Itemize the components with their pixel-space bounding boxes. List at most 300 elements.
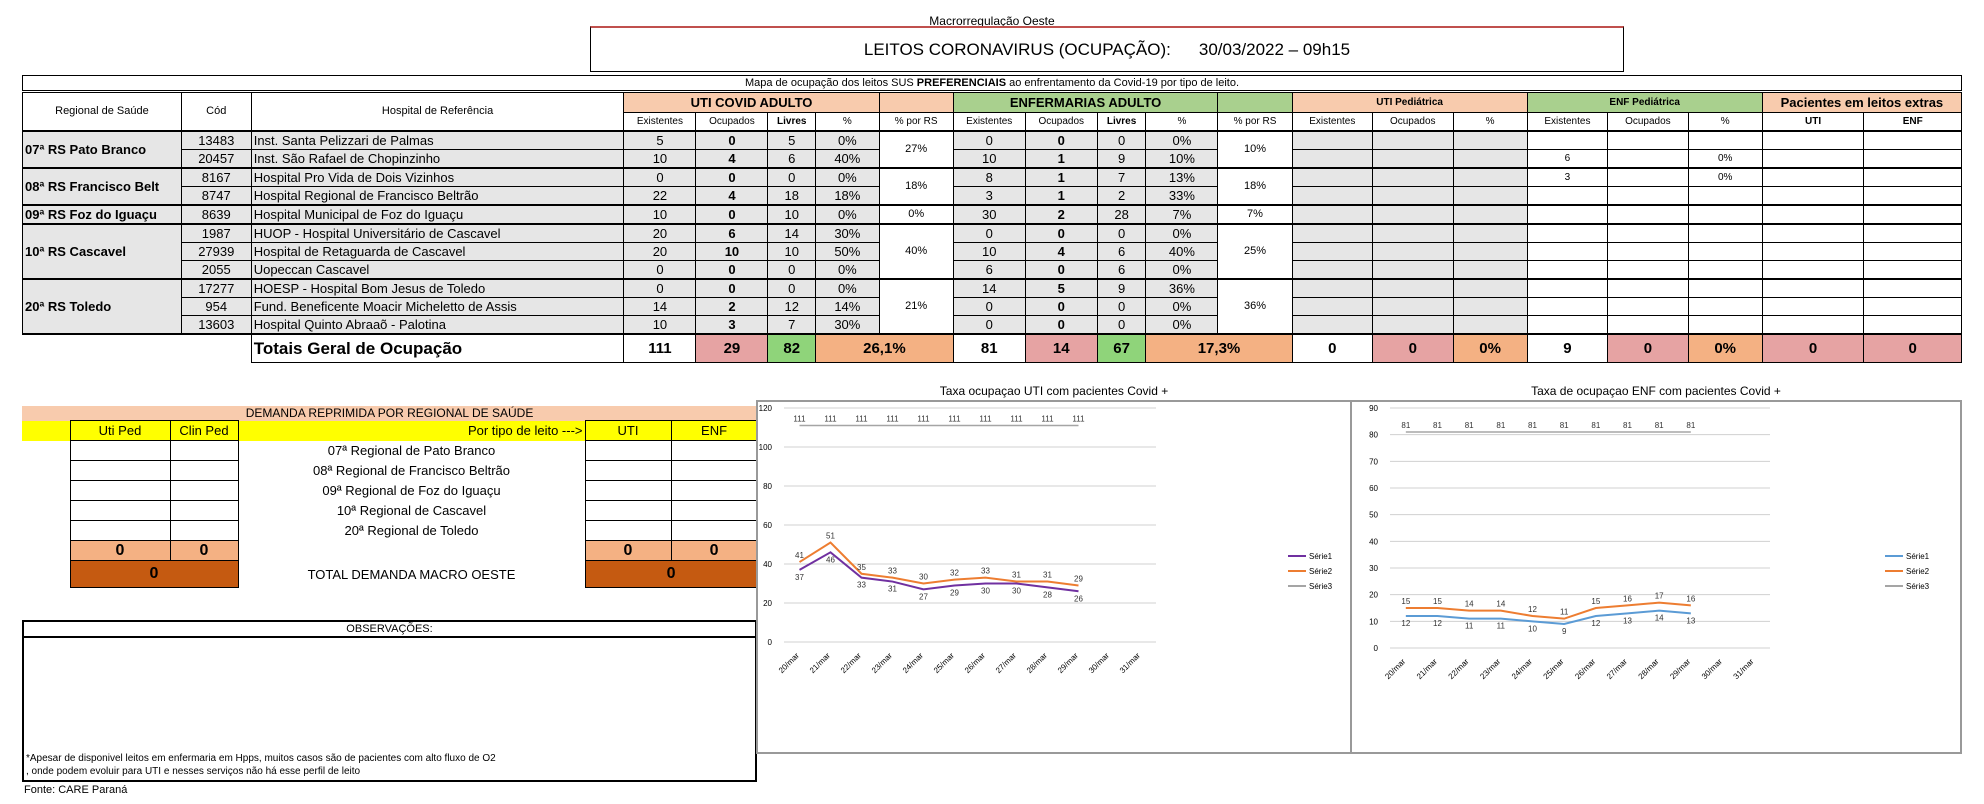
enf-livres: 28 bbox=[1097, 205, 1146, 224]
enf-pct: 40% bbox=[1146, 243, 1218, 261]
uti-ocupados: 0 bbox=[696, 261, 768, 280]
enf-pct: 0% bbox=[1146, 261, 1218, 280]
utiped-pct bbox=[1453, 224, 1527, 243]
enf-ocupados: 2 bbox=[1025, 205, 1097, 224]
data-label: 15 bbox=[1433, 597, 1442, 606]
demand-row bbox=[22, 461, 757, 481]
data-label: 15 bbox=[1591, 597, 1601, 606]
utiped-pct bbox=[1453, 187, 1527, 206]
sub-livres: Livres bbox=[768, 113, 816, 132]
extras-enf bbox=[1864, 150, 1962, 169]
data-label: 111 bbox=[824, 414, 837, 424]
enf-existentes: 0 bbox=[953, 224, 1025, 243]
enf-existentes: 0 bbox=[953, 131, 1025, 150]
data-label: 27 bbox=[919, 592, 928, 602]
observations-box bbox=[22, 620, 757, 782]
sub-ocupados: Ocupados bbox=[1025, 113, 1097, 132]
legend-entry: Série1 bbox=[1309, 552, 1333, 561]
enfped-pct bbox=[1688, 131, 1762, 150]
table-row bbox=[23, 205, 1962, 224]
data-label: 81 bbox=[1433, 421, 1442, 430]
region-name: 07ª RS Pato Branco bbox=[23, 131, 182, 168]
enf-livres: 0 bbox=[1097, 298, 1146, 316]
demand-row bbox=[22, 481, 757, 501]
table-row bbox=[23, 298, 1962, 316]
utiped-ocupados bbox=[1373, 205, 1453, 224]
total-demand-left: 0 bbox=[70, 561, 238, 588]
col-clinped: Clin Ped bbox=[170, 421, 238, 441]
enf-chart bbox=[1350, 384, 1962, 754]
group-uti-ped: UTI Pediátrica bbox=[1292, 93, 1527, 113]
sub-livres: Livres bbox=[1097, 113, 1146, 132]
hospital-cell: Inst. São Rafael de Chopinzinho bbox=[251, 150, 624, 169]
extras-enf bbox=[1864, 243, 1962, 261]
hospital-cell: Inst. Santa Pelizzari de Palmas bbox=[251, 131, 624, 150]
enf-pct: 0% bbox=[1146, 131, 1218, 150]
data-label: 111 bbox=[1041, 414, 1054, 424]
macro-region-label: Macrorregulação Oeste bbox=[929, 14, 1055, 28]
enf-ocupados: 1 bbox=[1025, 150, 1097, 169]
hospital-cell: Uopeccan Cascavel bbox=[251, 261, 624, 280]
uti-existentes: 10 bbox=[624, 205, 696, 224]
y-tick-label: 120 bbox=[758, 404, 772, 413]
enfped-existentes bbox=[1527, 243, 1607, 261]
demand-region: 08ª Regional de Francisco Beltrão bbox=[312, 463, 511, 478]
enfped-pct bbox=[1688, 187, 1762, 206]
data-label: 111 bbox=[979, 414, 992, 424]
enf-existentes: 30 bbox=[953, 205, 1025, 224]
col-hospital: Hospital de Referência bbox=[251, 93, 624, 132]
data-label: 33 bbox=[888, 566, 897, 576]
page-title bbox=[590, 26, 1624, 72]
x-tick-label: 26/mar bbox=[1573, 657, 1598, 682]
data-label: 46 bbox=[826, 555, 835, 565]
extras-enf bbox=[1864, 279, 1962, 298]
uti-livres: 10 bbox=[768, 205, 816, 224]
hospital-cell: Hospital Municipal de Foz do Iguaçu bbox=[251, 205, 624, 224]
hospital-cell: Hospital Quinto Abraaõ - Palotina bbox=[251, 316, 624, 335]
total-extras-enf: 0 bbox=[1864, 334, 1962, 363]
enf-livres: 6 bbox=[1097, 243, 1146, 261]
x-tick-label: 27/mar bbox=[1604, 657, 1629, 682]
uti-pct: 30% bbox=[816, 316, 880, 335]
sub-pct: % bbox=[1688, 113, 1762, 132]
uti-ocupados: 0 bbox=[696, 168, 768, 187]
col-enf: ENF bbox=[671, 421, 757, 441]
enfped-ocupados bbox=[1608, 224, 1688, 243]
utiped-pct bbox=[1453, 168, 1527, 187]
data-label: 14 bbox=[1464, 599, 1474, 609]
enf-pct: 33% bbox=[1146, 187, 1218, 206]
cod-cell: 13483 bbox=[181, 131, 251, 150]
data-label: 13 bbox=[1623, 616, 1632, 626]
uti-ocupados: 4 bbox=[696, 150, 768, 169]
utiped-pct bbox=[1453, 243, 1527, 261]
table-row bbox=[23, 279, 1962, 298]
data-label: 30 bbox=[1012, 586, 1021, 596]
uti-existentes: 22 bbox=[624, 187, 696, 206]
enfped-pct bbox=[1688, 316, 1762, 335]
table-row bbox=[23, 224, 1962, 243]
cod-cell: 8639 bbox=[181, 205, 251, 224]
utiped-existentes bbox=[1292, 150, 1372, 169]
uti-existentes: 0 bbox=[624, 168, 696, 187]
x-tick-label: 24/mar bbox=[1509, 657, 1534, 682]
demand-sum-row bbox=[22, 541, 757, 561]
utiped-existentes bbox=[1292, 279, 1372, 298]
sum-clinped: 0 bbox=[170, 541, 238, 561]
hospital-cell: Hospital Regional de Francisco Beltrão bbox=[251, 187, 624, 206]
enf-livres: 0 bbox=[1097, 316, 1146, 335]
data-label: 111 bbox=[948, 414, 961, 424]
enf-livres: 0 bbox=[1097, 131, 1146, 150]
y-tick-label: 70 bbox=[1369, 457, 1378, 467]
legend-entry: Série1 bbox=[1906, 552, 1930, 561]
region-name: 08ª RS Francisco Belt bbox=[23, 168, 182, 205]
data-label: 15 bbox=[1401, 597, 1411, 606]
enfped-ocupados bbox=[1608, 168, 1688, 187]
demand-row bbox=[22, 501, 757, 521]
group-uti-covid: UTI COVID ADULTO bbox=[624, 93, 879, 113]
data-label: 37 bbox=[795, 572, 804, 582]
sub-ocupados: Ocupados bbox=[1373, 113, 1453, 132]
extras-uti bbox=[1762, 316, 1864, 335]
enf-existentes: 3 bbox=[953, 187, 1025, 206]
y-tick-label: 0 bbox=[767, 638, 772, 647]
data-label: 111 bbox=[855, 414, 868, 424]
data-label: 32 bbox=[950, 568, 959, 578]
y-tick-label: 90 bbox=[1369, 404, 1378, 413]
y-tick-label: 50 bbox=[1369, 510, 1378, 520]
extras-enf bbox=[1864, 187, 1962, 206]
total-enfped-pct: 0% bbox=[1688, 334, 1762, 363]
cod-cell: 17277 bbox=[181, 279, 251, 298]
uti-ocupados: 6 bbox=[696, 224, 768, 243]
extras-enf bbox=[1864, 205, 1962, 224]
enfped-ocupados bbox=[1608, 279, 1688, 298]
data-label: 12 bbox=[1433, 619, 1442, 628]
x-tick-label: 27/mar bbox=[993, 651, 1018, 676]
data-label: 111 bbox=[1072, 414, 1085, 424]
cod-cell: 13603 bbox=[181, 316, 251, 335]
uti-livres: 6 bbox=[768, 150, 816, 169]
enf-pct-rs: 25% bbox=[1218, 224, 1292, 279]
enfped-pct: 0% bbox=[1688, 150, 1762, 169]
enf-ocupados: 0 bbox=[1025, 316, 1097, 335]
x-tick-label: 23/mar bbox=[869, 651, 894, 676]
col-uti: UTI bbox=[585, 421, 671, 441]
extras-enf bbox=[1864, 261, 1962, 280]
cod-cell: 8747 bbox=[181, 187, 251, 206]
enfped-ocupados bbox=[1608, 298, 1688, 316]
hospital-cell: HOESP - Hospital Bom Jesus de Toledo bbox=[251, 279, 624, 298]
sub-existentes: Existentes bbox=[953, 113, 1025, 132]
x-tick-label: 20/mar bbox=[776, 651, 801, 676]
uti-pct-rs: 40% bbox=[879, 224, 953, 279]
enfped-pct bbox=[1688, 205, 1762, 224]
enfped-ocupados bbox=[1608, 205, 1688, 224]
extras-uti bbox=[1762, 224, 1864, 243]
enfped-existentes bbox=[1527, 316, 1607, 335]
extras-uti bbox=[1762, 298, 1864, 316]
enf-ocupados: 0 bbox=[1025, 261, 1097, 280]
data-label: 14 bbox=[1496, 599, 1506, 609]
uti-livres: 14 bbox=[768, 224, 816, 243]
enfped-ocupados bbox=[1608, 187, 1688, 206]
enf-existentes: 6 bbox=[953, 261, 1025, 280]
extras-enf bbox=[1864, 298, 1962, 316]
sum-utiped: 0 bbox=[70, 541, 170, 561]
data-label: 51 bbox=[826, 531, 835, 541]
utiped-existentes bbox=[1292, 261, 1372, 280]
sub-enf: ENF bbox=[1864, 113, 1962, 132]
data-label: 30 bbox=[919, 572, 928, 582]
sub-ocupados: Ocupados bbox=[696, 113, 768, 132]
total-enf-ocupados: 14 bbox=[1025, 334, 1097, 363]
uti-ocupados: 4 bbox=[696, 187, 768, 206]
x-tick-label: 28/mar bbox=[1636, 657, 1661, 682]
sub-pct: % bbox=[1453, 113, 1527, 132]
enfped-existentes bbox=[1527, 131, 1607, 150]
sum-enf: 0 bbox=[671, 541, 757, 561]
enfped-pct bbox=[1688, 224, 1762, 243]
table-row bbox=[23, 243, 1962, 261]
uti-chart-title: Taxa ocupaçao UTI com pacientes Covid + bbox=[939, 384, 1169, 398]
uti-pct-rs: 18% bbox=[879, 168, 953, 205]
uti-existentes: 0 bbox=[624, 279, 696, 298]
legend-entry: Série2 bbox=[1906, 567, 1930, 576]
col-regional: Regional de Saúde bbox=[23, 93, 182, 132]
enf-pct: 0% bbox=[1146, 298, 1218, 316]
x-tick-label: 31/mar bbox=[1117, 651, 1142, 676]
utiped-ocupados bbox=[1373, 131, 1453, 150]
enf-livres: 2 bbox=[1097, 187, 1146, 206]
uti-ocupados: 2 bbox=[696, 298, 768, 316]
data-label: 31 bbox=[888, 584, 897, 594]
utiped-ocupados bbox=[1373, 150, 1453, 169]
extras-uti bbox=[1762, 243, 1864, 261]
enf-livres: 9 bbox=[1097, 150, 1146, 169]
enf-existentes: 10 bbox=[953, 150, 1025, 169]
utiped-existentes bbox=[1292, 298, 1372, 316]
cod-cell: 954 bbox=[181, 298, 251, 316]
data-label: 35 bbox=[857, 562, 866, 572]
sub-pct-rs: % por RS bbox=[879, 113, 953, 132]
sub-existentes: Existentes bbox=[1292, 113, 1372, 132]
utiped-existentes bbox=[1292, 205, 1372, 224]
note-line-1: *Apesar de disponivel leitos em enfermaria em Hpps, muitos casos são de pacientes com alto fluxo de O2 bbox=[26, 753, 496, 764]
utiped-pct bbox=[1453, 150, 1527, 169]
utiped-ocupados bbox=[1373, 261, 1453, 280]
x-tick-label: 21/mar bbox=[1414, 657, 1439, 682]
uti-livres: 7 bbox=[768, 316, 816, 335]
region-name: 10ª RS Cascavel bbox=[23, 224, 182, 279]
demand-region: 07ª Regional de Pato Branco bbox=[327, 443, 496, 458]
demand-title: DEMANDA REPRIMIDA POR REGIONAL DE SAÚDE bbox=[22, 406, 757, 421]
uti-ocupados: 3 bbox=[696, 316, 768, 335]
data-label: 11 bbox=[1465, 621, 1474, 631]
legend-entry: Série2 bbox=[1309, 567, 1333, 576]
group-enf-ped: ENF Pediátrica bbox=[1527, 93, 1762, 113]
total-enf-pct: 17,3% bbox=[1146, 334, 1292, 363]
total-enfped-existentes: 9 bbox=[1527, 334, 1607, 363]
demand-region: 20ª Regional de Toledo bbox=[344, 523, 479, 538]
enf-ocupados: 5 bbox=[1025, 279, 1097, 298]
enfped-existentes bbox=[1527, 187, 1607, 206]
enf-chart-svg bbox=[1350, 384, 1962, 754]
hospital-cell: HUOP - Hospital Universitário de Cascavel bbox=[251, 224, 624, 243]
y-tick-label: 40 bbox=[763, 560, 772, 569]
uti-livres: 0 bbox=[768, 168, 816, 187]
utiped-ocupados bbox=[1373, 316, 1453, 335]
utiped-existentes bbox=[1292, 131, 1372, 150]
enf-ocupados: 0 bbox=[1025, 298, 1097, 316]
group-enfermarias: ENFERMARIAS ADULTO bbox=[953, 93, 1218, 113]
data-label: 12 bbox=[1591, 619, 1601, 628]
utiped-existentes bbox=[1292, 224, 1372, 243]
total-extras-uti: 0 bbox=[1762, 334, 1864, 363]
y-tick-label: 20 bbox=[763, 599, 772, 608]
data-label: 17 bbox=[1654, 591, 1664, 601]
extras-enf bbox=[1864, 168, 1962, 187]
uti-existentes: 14 bbox=[624, 298, 696, 316]
y-tick-label: 80 bbox=[1369, 430, 1378, 440]
data-label: 13 bbox=[1686, 616, 1696, 626]
enf-pct: 0% bbox=[1146, 316, 1218, 335]
extras-uti bbox=[1762, 150, 1864, 169]
uti-ocupados: 0 bbox=[696, 205, 768, 224]
uti-existentes: 10 bbox=[624, 150, 696, 169]
uti-pct: 40% bbox=[816, 150, 880, 169]
enf-pct: 13% bbox=[1146, 168, 1218, 187]
x-tick-label: 24/mar bbox=[900, 651, 925, 676]
uti-pct: 14% bbox=[816, 298, 880, 316]
extras-enf bbox=[1864, 316, 1962, 335]
uti-existentes: 0 bbox=[624, 261, 696, 280]
hospital-cell: Fund. Beneficente Moacir Micheletto de Assis bbox=[251, 298, 624, 316]
x-tick-label: 30/mar bbox=[1699, 657, 1724, 682]
cod-cell: 27939 bbox=[181, 243, 251, 261]
x-tick-label: 22/mar bbox=[838, 651, 863, 676]
table-row bbox=[23, 316, 1962, 335]
enfped-existentes bbox=[1527, 298, 1607, 316]
cod-cell: 8167 bbox=[181, 168, 251, 187]
utiped-existentes bbox=[1292, 168, 1372, 187]
utiped-ocupados bbox=[1373, 279, 1453, 298]
enf-ocupados: 0 bbox=[1025, 131, 1097, 150]
enf-pct: 0% bbox=[1146, 224, 1218, 243]
subtitle bbox=[22, 75, 1962, 91]
enfped-ocupados bbox=[1608, 316, 1688, 335]
data-label: 29 bbox=[950, 588, 959, 598]
data-label: 111 bbox=[1010, 414, 1023, 424]
data-label: 81 bbox=[1623, 421, 1632, 430]
enfped-pct bbox=[1688, 243, 1762, 261]
total-uti-existentes: 111 bbox=[624, 334, 696, 363]
utiped-pct bbox=[1453, 261, 1527, 280]
hospital-cell: Hospital Pro Vida de Dois Vizinhos bbox=[251, 168, 624, 187]
uti-livres: 5 bbox=[768, 131, 816, 150]
enf-livres: 0 bbox=[1097, 224, 1146, 243]
occupancy-table bbox=[22, 92, 1962, 363]
uti-chart bbox=[756, 384, 1352, 754]
enf-pct-rs: 18% bbox=[1218, 168, 1292, 205]
total-utiped-pct: 0% bbox=[1453, 334, 1527, 363]
data-label: 9 bbox=[1561, 627, 1567, 636]
uti-existentes: 10 bbox=[624, 316, 696, 335]
data-label: 29 bbox=[1074, 574, 1083, 584]
observations-title: OBSERVAÇÕES: bbox=[24, 622, 755, 638]
table-row bbox=[23, 261, 1962, 280]
total-utiped-ocupados: 0 bbox=[1373, 334, 1453, 363]
hospital-cell: Hospital de Retaguarda de Cascavel bbox=[251, 243, 624, 261]
subtitle-post: ao enfrentamento da Covid-19 por tipo de leito. bbox=[1006, 77, 1240, 89]
demand-table bbox=[22, 406, 758, 588]
data-label: 10 bbox=[1528, 624, 1537, 634]
utiped-pct bbox=[1453, 316, 1527, 335]
enfped-existentes bbox=[1527, 224, 1607, 243]
sub-uti: UTI bbox=[1762, 113, 1864, 132]
table-row bbox=[23, 187, 1962, 206]
enfped-ocupados bbox=[1608, 243, 1688, 261]
y-tick-label: 10 bbox=[1369, 617, 1378, 627]
data-label: 14 bbox=[1654, 613, 1664, 623]
y-tick-label: 60 bbox=[1369, 484, 1378, 493]
x-tick-label: 26/mar bbox=[962, 651, 987, 676]
source-label: Fonte: CARE Paraná bbox=[24, 784, 128, 796]
total-utiped-existentes: 0 bbox=[1292, 334, 1372, 363]
demand-row bbox=[22, 521, 757, 541]
total-uti-ocupados: 29 bbox=[696, 334, 768, 363]
data-label: 81 bbox=[1496, 421, 1506, 430]
series-line-1 bbox=[800, 552, 1079, 591]
utiped-pct bbox=[1453, 131, 1527, 150]
uti-ocupados: 0 bbox=[696, 279, 768, 298]
extras-enf bbox=[1864, 224, 1962, 243]
y-tick-label: 80 bbox=[763, 482, 772, 491]
sub-existentes: Existentes bbox=[1527, 113, 1607, 132]
enf-ocupados: 4 bbox=[1025, 243, 1097, 261]
x-tick-label: 29/mar bbox=[1668, 657, 1693, 682]
enf-existentes: 14 bbox=[953, 279, 1025, 298]
x-tick-label: 29/mar bbox=[1055, 651, 1080, 676]
uti-livres: 0 bbox=[768, 261, 816, 280]
x-tick-label: 22/mar bbox=[1446, 657, 1471, 682]
data-label: 81 bbox=[1686, 421, 1696, 430]
data-label: 31 bbox=[1043, 570, 1052, 580]
sum-uti: 0 bbox=[585, 541, 671, 561]
utiped-existentes bbox=[1292, 316, 1372, 335]
utiped-pct bbox=[1453, 279, 1527, 298]
enf-pct: 10% bbox=[1146, 150, 1218, 169]
title-datetime: 30/03/2022 – 09h15 bbox=[1198, 39, 1351, 59]
observations-note bbox=[26, 752, 496, 778]
enfped-ocupados bbox=[1608, 150, 1688, 169]
uti-livres: 10 bbox=[768, 243, 816, 261]
uti-pct-rs: 21% bbox=[879, 279, 953, 334]
enf-pct-rs: 36% bbox=[1218, 279, 1292, 334]
y-tick-label: 100 bbox=[758, 443, 772, 452]
data-label: 111 bbox=[917, 414, 930, 424]
uti-chart-svg bbox=[756, 384, 1352, 754]
col-utiped: Uti Ped bbox=[70, 421, 170, 441]
enf-ocupados: 1 bbox=[1025, 187, 1097, 206]
enf-existentes: 8 bbox=[953, 168, 1025, 187]
enf-livres: 6 bbox=[1097, 261, 1146, 280]
enfped-existentes bbox=[1527, 261, 1607, 280]
uti-livres: 12 bbox=[768, 298, 816, 316]
x-tick-label: 23/mar bbox=[1478, 657, 1503, 682]
